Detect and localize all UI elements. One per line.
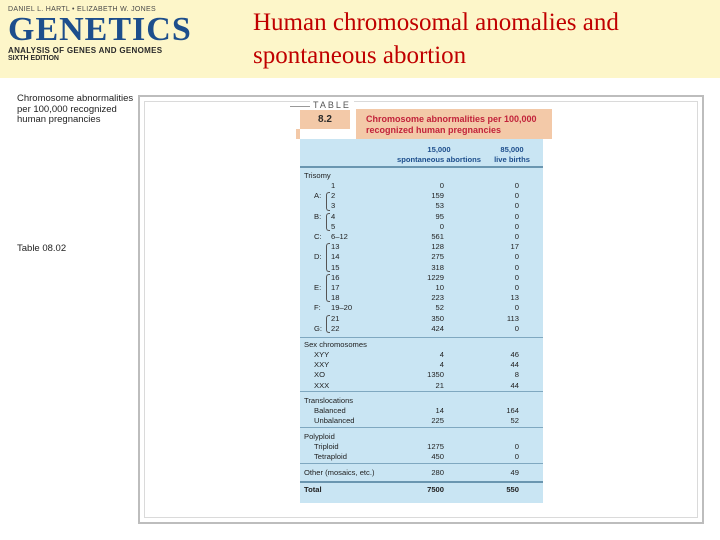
cell-abortions: 225 (431, 416, 444, 426)
cell-live-births: 0 (514, 252, 519, 262)
group-brace (326, 192, 330, 210)
logo-authors: DANIEL L. HARTL • ELIZABETH W. JONES (8, 6, 156, 13)
cell-abortions: 318 (431, 262, 444, 272)
trisomy-chromosome: 22 (331, 323, 340, 333)
row-label: XXX (314, 380, 330, 390)
row-label: XXY (314, 360, 330, 370)
row-other (300, 468, 543, 478)
cell-live-births: 113 (506, 313, 519, 323)
genetics-book-logo (8, 6, 208, 72)
cell-live-births: 17 (510, 242, 519, 252)
column-header-live-births-count: 85,000 (500, 145, 524, 154)
table-number-edge (296, 129, 300, 139)
trisomy-chromosome: 18 (331, 293, 340, 303)
total-divider (300, 481, 543, 483)
trisomy-group: C: (314, 232, 322, 241)
cell-abortions: 10 (435, 283, 444, 292)
cell-live-births: 164 (506, 406, 519, 415)
table-row (300, 263, 543, 273)
row-label: XYY (314, 350, 330, 359)
cell-abortions: 4 (439, 360, 444, 370)
figure-label: Table 08.02 (17, 243, 67, 254)
cell-abortions: 0 (439, 221, 444, 231)
table-row (300, 442, 543, 452)
logo-brand: GENETICS (8, 11, 192, 48)
cell-abortions: 0 (439, 181, 444, 190)
cell-live-births: 46 (510, 350, 519, 359)
table-row (300, 314, 543, 324)
table-row (300, 191, 543, 201)
trisomy-chromosome: 3 (331, 201, 336, 211)
column-header-abortions-count: 15,000 (427, 145, 451, 154)
table-row (300, 273, 543, 283)
trisomy-chromosome: 2 (331, 191, 336, 201)
column-header-live-births (486, 145, 538, 164)
cell-live-births: 0 (514, 303, 519, 313)
table-caption: Chromosome abnormalities per 100,000 recognized human pregnancies (356, 109, 552, 139)
cell-abortions: 1275 (427, 442, 444, 451)
table-row (300, 222, 543, 232)
side-note: Chromosome abnormalities per 100,000 recognized human pregnancies (17, 94, 134, 125)
table-row (300, 360, 543, 370)
section-label-polyploid (300, 432, 543, 442)
section-label-sex-chromosomes (300, 340, 543, 350)
cell-live-births: 0 (514, 201, 519, 211)
cell-abortions: 223 (431, 293, 444, 303)
table-row (300, 212, 543, 222)
trisomy-chromosome: 13 (331, 242, 340, 252)
section-label-translocations (300, 396, 543, 406)
cell-abortions: 53 (435, 201, 444, 211)
column-header-abortions (384, 145, 494, 164)
row-total (300, 485, 543, 495)
cell-abortions: 561 (431, 232, 444, 241)
cell-live-births: 0 (514, 191, 519, 201)
trisomy-chromosome: 17 (331, 283, 340, 292)
trisomy-group: E: (314, 283, 322, 292)
cell-live-births: 0 (514, 452, 519, 462)
row-label: Unbalanced (314, 416, 355, 426)
group-brace (326, 243, 330, 272)
row-label: XO (314, 370, 325, 380)
cell-abortions: 14 (435, 406, 444, 415)
column-header-abortions-label: spontaneous abortions (397, 154, 481, 164)
cell-abortions: 21 (435, 380, 444, 390)
trisomy-chromosome: 1 (331, 181, 336, 190)
table-row (300, 303, 543, 313)
table-row (300, 452, 543, 462)
row-label: Triploid (314, 442, 339, 451)
table-row (300, 293, 543, 303)
trisomy-group: B: (314, 211, 322, 221)
section-label-text: Translocations (304, 396, 354, 405)
cell-abortions: 52 (435, 303, 444, 313)
trisomy-group: A: (314, 191, 322, 201)
cell-abortions: 275 (431, 252, 444, 262)
table-number: 8.2 (300, 110, 350, 129)
cell-abortions: 450 (431, 452, 444, 462)
cell-live-births: 0 (514, 283, 519, 292)
cell-live-births: 0 (514, 323, 519, 333)
row-label: Tetraploid (314, 452, 347, 462)
table-row (300, 350, 543, 360)
cell-abortions: 1229 (427, 272, 444, 282)
row-label: Balanced (314, 406, 346, 415)
trisomy-chromosome: 14 (331, 252, 340, 262)
section-label-text: Trisomy (304, 171, 331, 180)
section-divider (300, 463, 543, 464)
header-divider (300, 166, 543, 168)
cell-abortions: 424 (431, 323, 444, 333)
group-brace (326, 274, 330, 303)
row-total-live-births: 550 (506, 485, 519, 494)
logo-edition: SIXTH EDITION (8, 55, 59, 62)
logo-subtitle: ANALYSIS OF GENES AND GENOMES (8, 46, 163, 55)
cell-live-births: 0 (514, 262, 519, 272)
trisomy-group: F: (314, 303, 321, 313)
row-other-live-births: 49 (510, 468, 519, 477)
table-row (300, 381, 543, 391)
table-row (300, 181, 543, 191)
trisomy-chromosome: 15 (331, 262, 340, 272)
trisomy-chromosome: 19–20 (331, 303, 353, 313)
trisomy-chromosome: 16 (331, 272, 340, 282)
group-brace (326, 213, 330, 231)
cell-abortions: 159 (431, 191, 444, 201)
cell-live-births: 0 (514, 272, 519, 282)
table-row (300, 406, 543, 416)
cell-abortions: 1350 (427, 370, 444, 380)
trisomy-group: D: (314, 252, 322, 262)
table-row (300, 242, 543, 252)
table-row (300, 283, 543, 293)
header-banner (0, 0, 720, 78)
cell-live-births: 52 (510, 416, 519, 426)
table-row (300, 232, 543, 242)
cell-live-births: 0 (514, 442, 519, 451)
cell-live-births: 44 (510, 380, 519, 390)
table-row (300, 370, 543, 380)
cell-abortions: 128 (431, 242, 444, 252)
section-label-trisomy (300, 171, 543, 181)
section-label-text: Polyploid (304, 432, 335, 441)
slide-title: Human chromosomal anomalies and spontaneous abortion (253, 9, 619, 69)
section-divider (300, 337, 543, 338)
table-label: TABLE (310, 100, 354, 110)
table-row (300, 252, 543, 262)
table-row (300, 324, 543, 334)
column-header-live-births-label: live births (494, 154, 530, 164)
cell-live-births: 13 (510, 293, 519, 303)
table-row (300, 416, 543, 426)
section-label-text: Sex chromosomes (304, 340, 367, 349)
trisomy-chromosome: 21 (331, 313, 340, 323)
cell-live-births: 0 (514, 181, 519, 190)
table-row (300, 201, 543, 211)
row-total-abortions: 7500 (427, 485, 444, 494)
row-total-label: Total (304, 485, 322, 494)
cell-live-births: 8 (514, 370, 519, 380)
trisomy-chromosome: 5 (331, 221, 336, 231)
section-divider (300, 391, 543, 392)
cell-abortions: 95 (435, 211, 444, 221)
section-divider (300, 427, 543, 428)
row-other-abortions: 280 (431, 468, 444, 477)
cell-live-births: 0 (514, 232, 519, 241)
cell-live-births: 44 (510, 360, 519, 370)
cell-abortions: 4 (439, 350, 444, 359)
cell-abortions: 350 (431, 313, 444, 323)
trisomy-chromosome: 4 (331, 211, 336, 221)
cell-live-births: 0 (514, 211, 519, 221)
cell-live-births: 0 (514, 221, 519, 231)
row-other-label: Other (mosaics, etc.) (304, 468, 375, 477)
trisomy-chromosome: 6–12 (331, 232, 348, 241)
data-table (300, 139, 543, 503)
trisomy-group: G: (314, 323, 323, 333)
group-brace (326, 315, 330, 333)
